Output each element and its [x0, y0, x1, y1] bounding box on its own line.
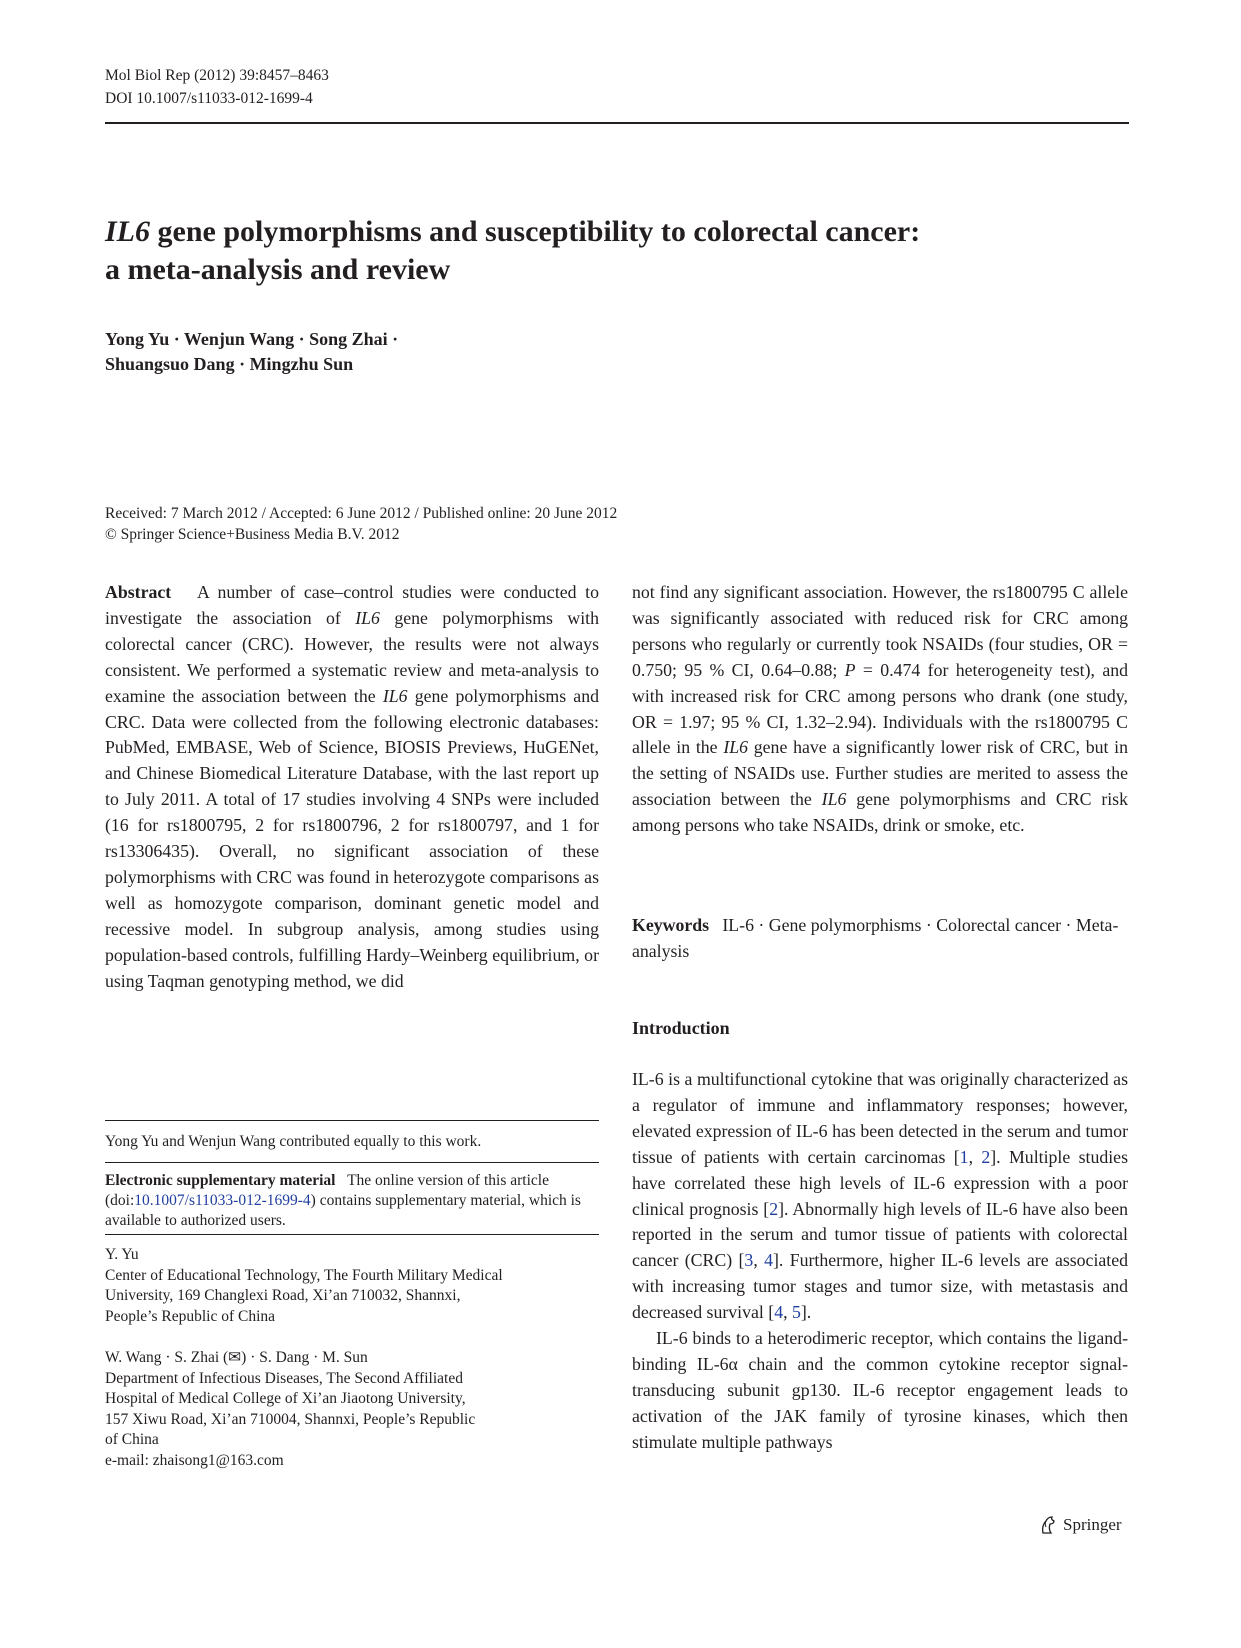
intro-text: ]. Abnormally high levels of IL-6 have also been reported in the serum and tumor tissue of patients with colorectal cancer (CRC) [ — [632, 1198, 1128, 1271]
affiliation-2-names-b: ) · S. Dang · M. Sun — [241, 1349, 368, 1366]
equal-contribution-note: Yong Yu and Wenjun Wang contributed equally to this work. — [105, 1133, 482, 1150]
introduction-body — [632, 1067, 1128, 1456]
footnote-rule-2 — [105, 1162, 599, 1163]
copyright-line: © Springer Science+Business Media B.V. 2012 — [105, 526, 400, 543]
ref-separator: , — [753, 1250, 765, 1271]
footnote-rule-3 — [105, 1234, 599, 1235]
ref-link-2b[interactable]: 2 — [769, 1198, 779, 1219]
affiliation-2 — [105, 1348, 599, 1471]
article-title — [105, 213, 1135, 289]
abstract-text-e: = 0.474 for heterogeneity test), and with increased risk for CRC among persons who drank (one study, OR = 1.97; 95 % CI, 1.32–2.94). Individuals with the rs1800795 C allele in the — [632, 659, 1129, 758]
intro-text: ]. Multiple studies have correlated these high levels of IL-6 expression with a poor clinical prognosis [ — [632, 1146, 1128, 1219]
abstract-text-g: gene polymorphisms and CRC risk among persons who take NSAIDs, drink or smoke, etc. — [632, 789, 1128, 836]
supplementary-note — [105, 1171, 599, 1231]
article-dates — [105, 503, 617, 545]
affiliation-1-line: People’s Republic of China — [105, 1307, 276, 1325]
keywords-list: IL-6 · Gene polymorphisms · Colorectal cancer · Meta-analysis — [632, 915, 1119, 961]
abstract-left-column — [105, 580, 599, 995]
abstract-text-d: not find any significant association. However, the rs1800795 C allele was significantly associated with reduced risk for CRC among persons who regularly or currently took NSAIDs (four studies, OR = 0.750; 95 % CI, 0.64–0.88; — [632, 582, 1128, 680]
intro-text: IL-6 is a multifunctional cytokine that was originally characterized as a regulator of immune and inflammatory responses; however, elevated expression of IL-6 has been detected in the serum and tumor tissue of patients with certain carcinomas [ — [632, 1069, 1128, 1167]
abstract-gene-4: IL6 — [821, 789, 847, 810]
esm-text-a: The online version of this article (doi: — [105, 1172, 549, 1209]
ref-link-3[interactable]: 3 — [744, 1250, 754, 1271]
esm-heading: Electronic supplementary material — [105, 1172, 336, 1189]
abstract-heading: Abstract — [105, 582, 172, 602]
publisher-logo — [1037, 1514, 1122, 1536]
doi-line: DOI 10.1007/s11033-012-1699-4 — [105, 90, 313, 107]
affiliation-2-line: of China — [105, 1431, 159, 1448]
title-line2: a meta-analysis and review — [105, 253, 451, 286]
esm-doi-link[interactable]: 10.1007/s11033-012-1699-4 — [134, 1192, 311, 1209]
ref-link-4[interactable]: 4 — [764, 1250, 773, 1271]
intro-paragraph-2: IL-6 binds to a heterodimeric receptor, which contains the ligand-binding IL-6α chain and the common cytokine receptor signal-transducing subunit gp130. IL-6 receptor engagement leads to activation of the JAK family of tyrosine kinases, which then stimulate multiple pathways — [632, 1328, 1128, 1452]
abstract-gene-1: IL6 — [355, 607, 380, 628]
abstract-text-a: A number of case–control studies were conducted to investigate the association of — [105, 582, 599, 628]
affiliation-1 — [105, 1245, 599, 1327]
springer-horse-icon — [1037, 1514, 1059, 1536]
affiliation-2-line: Hospital of Medical College of Xi’an Jiaotong University, — [105, 1390, 466, 1407]
author-list — [105, 327, 398, 377]
ref-separator: , — [968, 1146, 982, 1167]
abstract-gene-3: IL6 — [723, 737, 749, 758]
abstract-text-c: gene polymorphisms and CRC. Data were collected from the following electronic databases: PubMed, EMBASE, Web of Science, BIOSIS Previews, HuGENet, and Chinese Biomedical Literature Database, with the last report up to July 2011. A total of 17 studies involving 4 SNPs were included (16 for rs1800795, 2 for rs1800796, 2 for rs1800797, and 1 for rs13306435). Overall, no significant association of these polymorphisms with CRC was found in heterozygote comparisons as well as homozygote comparison, dominant genetic model and recessive model. In subgroup analysis, among studies using population-based controls, fulfilling Hardy–Weinberg equilibrium, or using Taqman genotyping method, we did — [105, 685, 599, 991]
authors-line1: Yong Yu · Wenjun Wang · Song Zhai · — [105, 329, 399, 349]
esm-text-b: ) contains supplementary material, which is available to authorized users. — [105, 1192, 581, 1229]
header-rule — [105, 122, 1129, 124]
affiliation-2-names-a: W. Wang · S. Zhai ( — [105, 1349, 229, 1366]
journal-header — [105, 64, 329, 110]
introduction-heading: Introduction — [632, 1018, 730, 1038]
intro-text: ]. — [800, 1302, 812, 1323]
abstract-right-column — [632, 580, 1128, 839]
title-gene: IL6 — [105, 215, 150, 248]
keywords — [632, 913, 1128, 965]
ref-link-1[interactable]: 1 — [959, 1146, 969, 1167]
affiliation-2-line: Department of Infectious Diseases, The Second Affiliated — [105, 1369, 463, 1387]
affiliation-2-line: 157 Xiwu Road, Xi’an 710004, Shannxi, People’s Republic — [105, 1410, 476, 1428]
intro-text: ]. Furthermore, higher IL-6 levels are associated with increasing tumor stages and tumor size, with metastasis and decreased survival [ — [632, 1250, 1129, 1323]
ref-link-2[interactable]: 2 — [981, 1146, 991, 1167]
journal-citation: Mol Biol Rep (2012) 39:8457–8463 — [105, 67, 329, 84]
abstract-text-b: gene polymorphisms with colorectal cancer (CRC). However, the results were not always consistent. We performed a systematic review and meta-analysis to examine the association between the — [105, 607, 599, 706]
affiliation-1-name: Y. Yu — [105, 1246, 139, 1263]
affiliation-1-line: University, 169 Changlexi Road, Xi’an 710032, Shannxi, — [105, 1287, 461, 1304]
abstract-gene-2: IL6 — [382, 685, 408, 706]
abstract-p-value: P — [844, 659, 856, 680]
history-dates: Received: 7 March 2012 / Accepted: 6 June 2012 / Published online: 20 June 2012 — [105, 505, 618, 522]
ref-link-5[interactable]: 5 — [791, 1302, 801, 1323]
footnote-rule — [105, 1120, 599, 1121]
authors-line2: Shuangsuo Dang · Mingzhu Sun — [105, 354, 354, 374]
affiliation-1-line: Center of Educational Technology, The Fourth Military Medical — [105, 1266, 503, 1284]
envelope-icon: ✉ — [228, 1349, 242, 1366]
keywords-heading: Keywords — [632, 915, 710, 935]
title-line1: gene polymorphisms and susceptibility to colorectal cancer: — [150, 215, 921, 248]
publisher-name: Springer — [1063, 1515, 1122, 1534]
ref-link-4b[interactable]: 4 — [774, 1302, 784, 1323]
abstract-text-f: gene have a significantly lower risk of CRC, but in the setting of NSAIDs use. Further studies are merited to assess the association between the — [632, 737, 1128, 810]
corresponding-email[interactable]: e-mail: zhaisong1@163.com — [105, 1451, 284, 1469]
ref-separator: , — [783, 1302, 792, 1323]
